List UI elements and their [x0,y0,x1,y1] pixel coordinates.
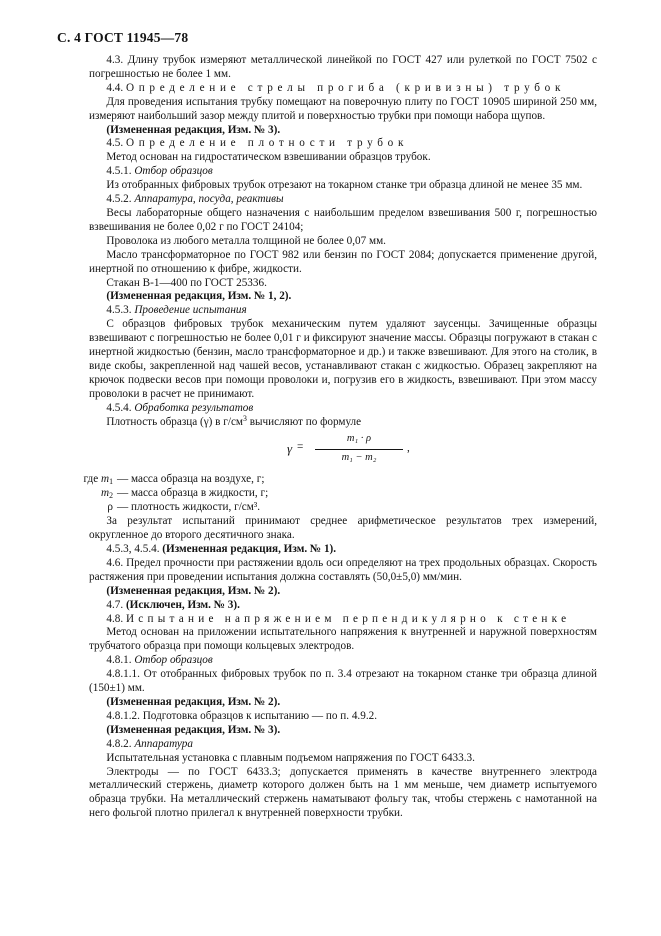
variable-meaning: масса образца в жидкости, г; [131,487,269,500]
clause-number: 4.5.2. [106,193,132,206]
density-formula [89,430,597,470]
subsection-title: Отбор образцов [134,654,213,667]
amendment-note: (Измененная редакция, Изм. № 3). [106,723,281,736]
amendment-note: (Измененная редакция, Изм. № 1). [162,543,337,555]
excluded-note: (Исключен, Изм. № 3). [125,598,240,611]
clause-4-5-heading [89,137,597,151]
clause-4-5-3-heading [89,304,597,318]
subsection-title: Отбор образцов [134,165,213,178]
page-header: С. 4 ГОСТ 11945—78 [57,30,189,45]
clause-number: 4.7. [106,598,124,611]
result-averaging: За результат испытаний принимают среднее арифметическое результатов трех измерений, округленное до второго десятичного знака. [89,515,597,542]
clause-4-5-4-heading [89,402,597,416]
variable-letter: ρ [107,501,113,514]
density-intro-tail: вычисляют по формуле [246,415,362,428]
equipment-oil: Масло трансформаторное по ГОСТ 982 или бензин по ГОСТ 2084; допускается применение другой, инертной по отношению к фибре, жидкости. [89,248,597,275]
clause-4-5-2-heading [89,193,597,207]
clause-4-8-heading [89,613,597,627]
clause-4-5-1-heading [89,165,597,179]
clause-number: 4.5.3. [106,304,132,317]
subsection-title: Аппаратура [134,737,193,750]
clause-number: 4.8.2. [106,737,132,750]
formula-comma: , [407,442,410,455]
subsection-title: Проведение испытания [134,304,247,317]
formula-denominator: m₁ − m₂ [341,452,377,464]
clause-4-7 [89,599,597,613]
amendment-note: (Измененная редакция, Изм. № 1, 2). [106,290,292,303]
clause-4-5-text: Метод основан на гидростатическом взвешивании образцов трубок. [106,151,431,164]
clause-4-8-1-2: 4.8.1.2. Подготовка образцов к испытанию — по п. 4.9.2. [106,709,378,722]
clause-4-3: 4.3. Длину трубок измеряют металлической линейкой по ГОСТ 427 или рулеткой по ГОСТ 7502 с погрешностью не более 1 мм. [89,54,597,80]
clause-4-8-text: Метод основан на приложении испытательного напряжения к внутренней и наружной поверхностям трубчатого образца при помощи кольцевых электродов. [89,626,597,653]
where-prefix: где [83,473,99,486]
variable-subscript: 1 [109,477,113,487]
clause-4-8-1-heading [89,654,597,668]
clause-number: 4.5. [106,137,124,150]
clause-4-6: 4.6. Предел прочности при растяжении вдоль оси определяют на трех продольных образцах. Скорость растяжения при проведении испытания должна составлять (50,0±5,0) мм/мин. [89,556,597,583]
clause-number: 4.8.1. [106,654,132,667]
variable-letter: m [100,473,110,486]
equipment-scales: Весы лабораторные общего назначения с наибольшим пределом взвешивания 500 г, погрешностью взвешивания не более 0,02 г по ГОСТ 24104; [89,206,597,233]
clause-4-5-1-text: Из отобранных фибровых трубок отрезают на токарном станке три образца длиной не менее 35 мм. [106,179,583,192]
density-unit-exponent: 3 [243,413,247,423]
page-content [83,54,597,821]
density-intro-text: Плотность образца (γ) в г/см [106,415,243,428]
variable-definitions [57,473,597,515]
equipment-beaker: Стакан В-1—400 по ГОСТ 25336. [106,276,267,289]
definition-dash: — [117,473,129,486]
formula-equals: = [297,441,304,454]
clause-number: 4.5.3, 4.5.4. [106,543,160,555]
clause-4-5-3-4-amendment [89,543,597,557]
variable-definition [57,473,597,487]
equipment-test-setup: Испытательная установка с плавным подъемом напряжения по ГОСТ 6433.3. [106,751,475,764]
fraction-bar [315,449,403,450]
section-title: Испытание напряжением перпендикулярно к стенке [125,612,571,625]
formula-numerator: m₁ · ρ [346,433,372,445]
variable-meaning: масса образца на воздухе, г; [131,473,265,486]
variable-meaning: плотность жидкости, г/см³. [131,501,260,514]
variable-symbol [57,473,117,487]
density-intro [89,413,597,430]
amendment-note: (Измененная редакция, Изм. № 3). [106,123,281,136]
equipment-wire: Проволока из любого металла толщиной не более 0,07 мм. [106,234,386,247]
amendment-note: (Измененная редакция, Изм. № 2). [106,584,281,597]
section-title: Определение плотности трубок [125,137,409,150]
clause-4-4-text: Для проведения испытания трубку помещают на поверочную плиту по ГОСТ 10905 шириной 250 мм, измеряют наибольший зазор между плитой и поверхностью трубки при помощи набора щупов. [89,95,597,122]
clause-4-8-1-1: 4.8.1.1. От отобранных фибровых трубок по п. 3.4 отрезают на токарном станке три образца длиной (150±1) мм. [89,668,597,695]
clause-number: 4.5.4. [106,401,132,414]
clause-number: 4.4. [106,81,124,94]
clause-4-5-3-text: С образцов фибровых трубок механическим путем удаляют заусенцы. Зачищенные образцы взвешивают с погрешностью не более 0,01 г и фиксируют значение массы. Образцы погружают в стакан с инертной жидкостью (бензин, масло трансформаторное и др.) и также взвешивают. Для этого на столик, в виде скобы, закрепленной над чашей весов, устанавливают стакан с жидкостью. Образец закрепляют на крючок подвески весов при помощи проволоки и, погрузив его в жидкость, взвешивают. При этом массу проволоки в расчет не принимают. [89,318,597,400]
equipment-electrodes: Электроды — по ГОСТ 6433.3; допускается применять в качестве внутреннего электрода металлический стержень, диаметр которого должен быть на 1 мм меньше, чем диаметр испытуемого образца трубки. На металлический стержень наматывают фольгу так, чтобы стержень с намотанной на него фольгой плотно прилегал к внутренней поверхности трубки. [89,765,597,820]
variable-symbol [57,487,117,501]
variable-letter: m [100,487,110,500]
subsection-title: Аппаратура, посуда, реактивы [134,193,284,206]
variable-subscript: 2 [109,491,113,501]
variable-definition [57,487,597,501]
clause-4-4-heading [89,82,597,96]
subsection-title: Обработка результатов [134,401,254,414]
definition-dash: — [117,501,129,514]
variable-definition [57,501,597,515]
clause-4-8-2-heading [89,738,597,752]
definition-dash: — [117,487,129,500]
amendment-note: (Измененная редакция, Изм. № 2). [106,695,281,708]
section-title: Определение стрелы прогиба (кривизны) трубок [125,81,566,94]
clause-number: 4.8. [106,612,124,625]
variable-symbol [57,501,117,515]
clause-number: 4.5.1. [106,165,132,178]
formula-lhs: γ [287,441,293,457]
